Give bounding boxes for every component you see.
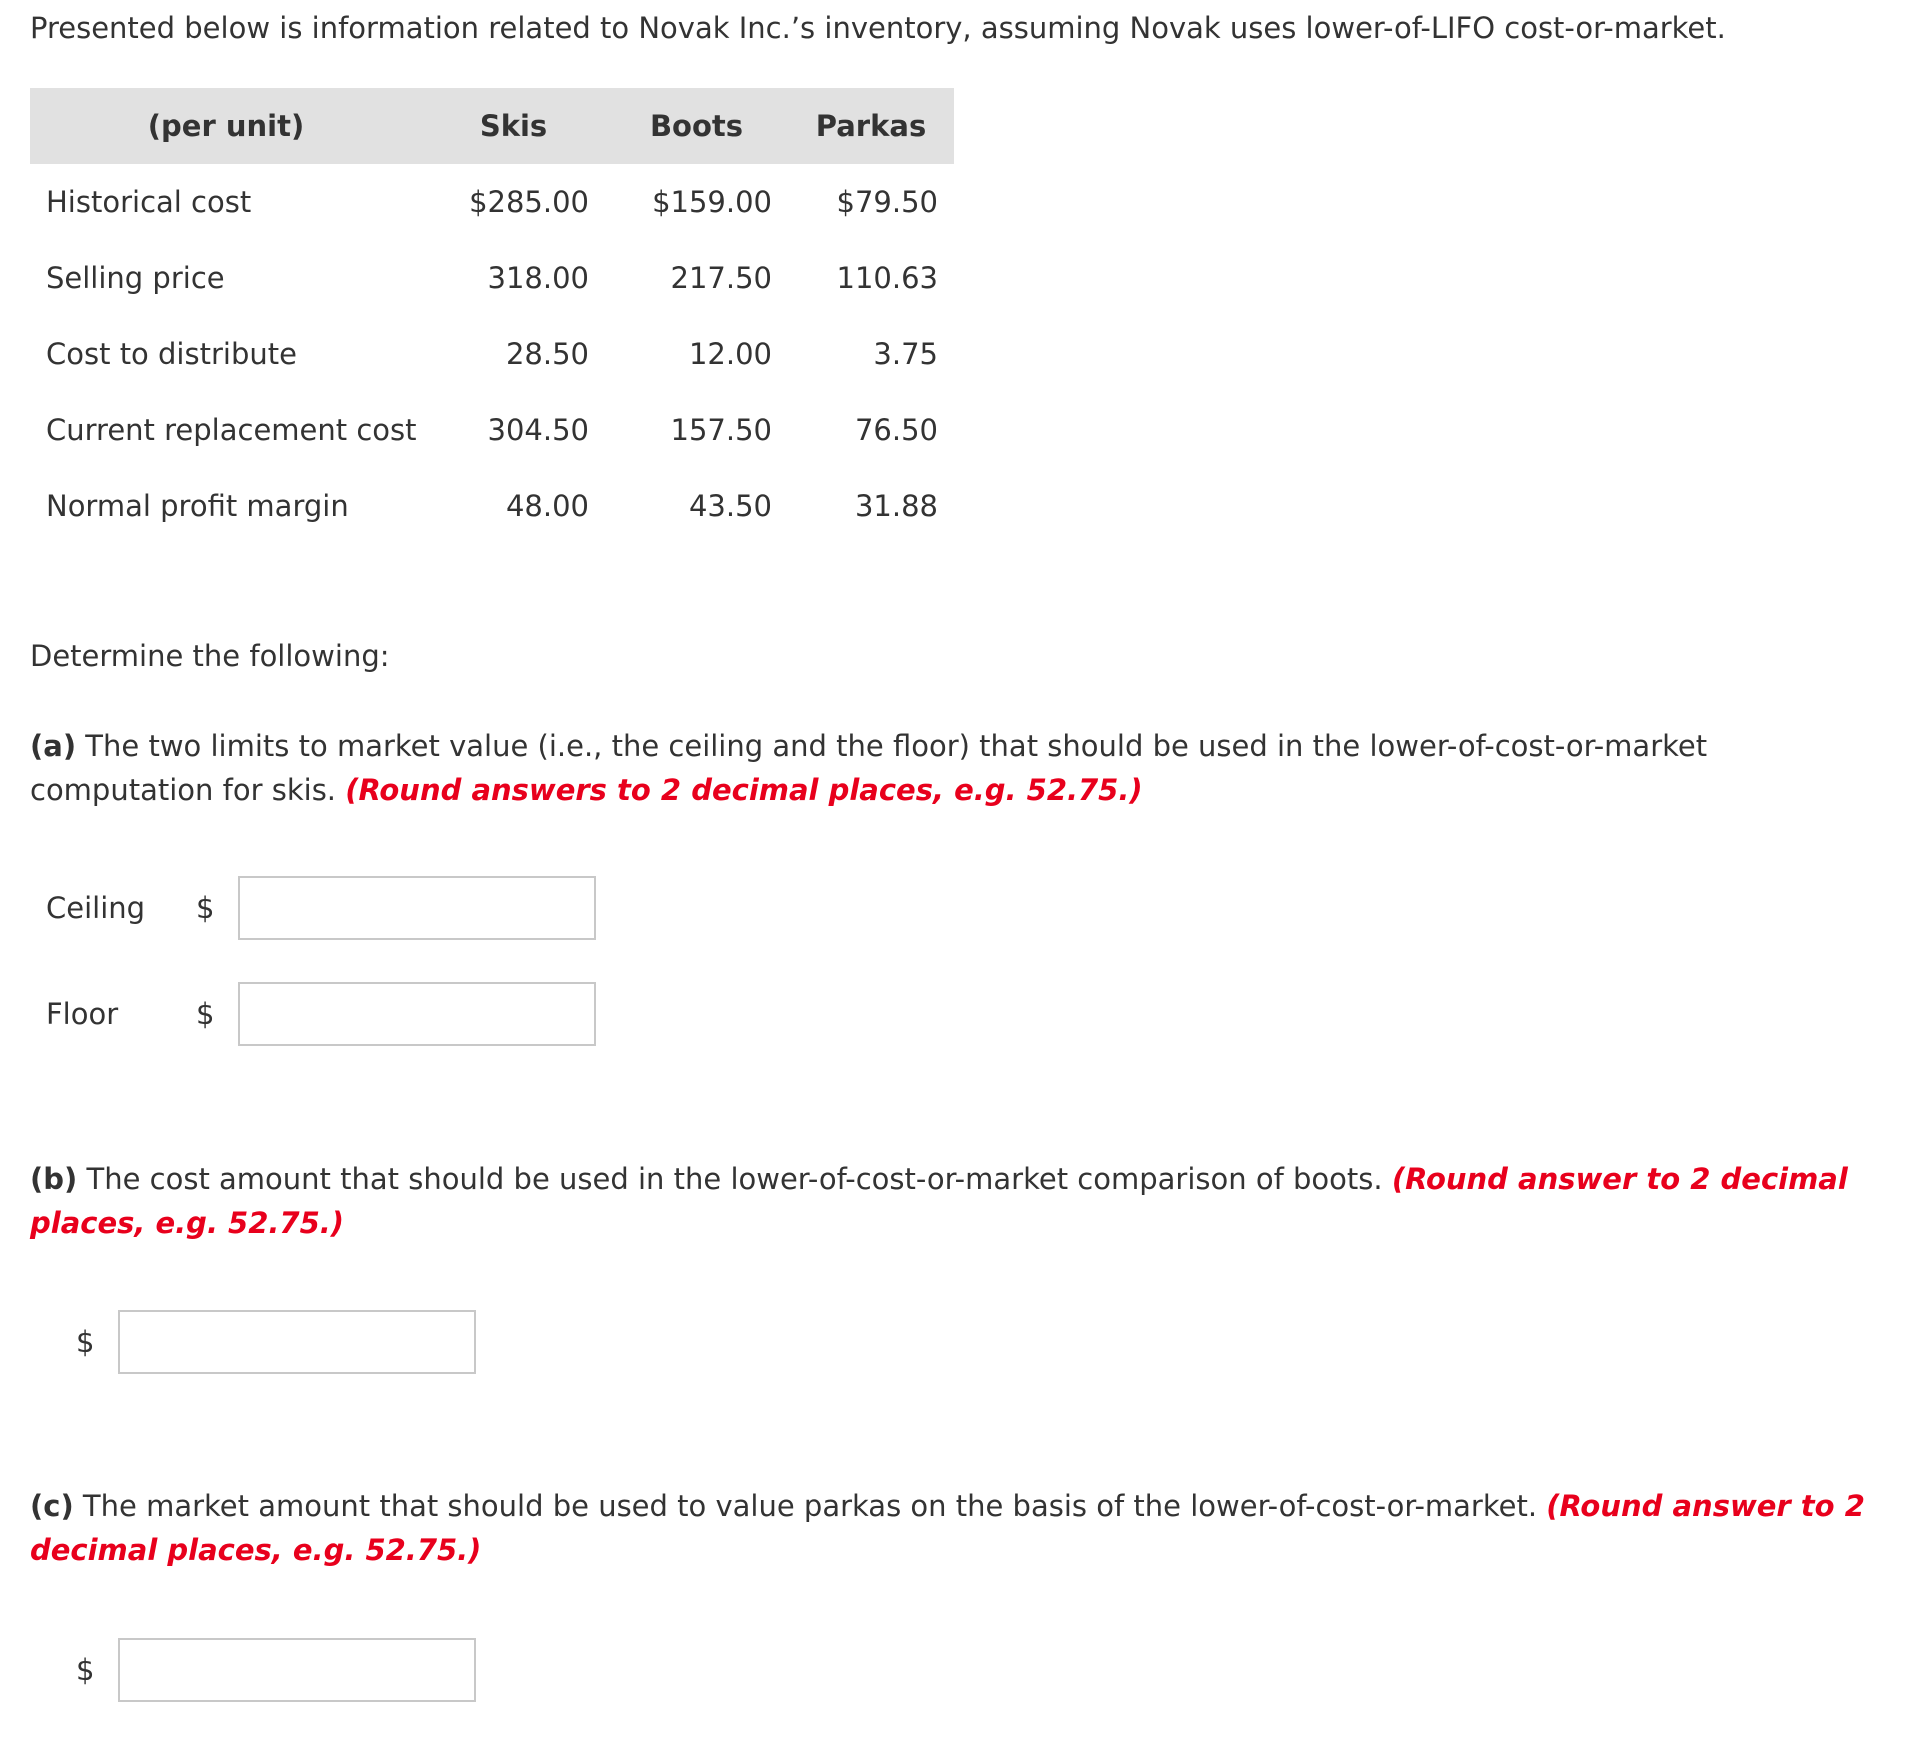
table-header-row bbox=[30, 88, 954, 164]
floor-label: Floor bbox=[46, 997, 119, 1031]
parkas-value: 31.88 bbox=[854, 489, 938, 523]
parkas-value: 76.50 bbox=[854, 413, 938, 447]
part-b-letter: (b) bbox=[30, 1162, 78, 1196]
part-b-rounding-note: (Round answer to 2 decimal places, e.g. 52.75.) bbox=[30, 1162, 1848, 1240]
question-c bbox=[30, 1484, 1880, 1572]
table-row bbox=[30, 316, 954, 392]
boots-value: 43.50 bbox=[688, 489, 772, 523]
part-c-rounding-note: (Round answer to 2 decimal places, e.g. 52.75.) bbox=[30, 1489, 1865, 1567]
question-b bbox=[30, 1157, 1880, 1245]
parkas-currency-symbol: $ bbox=[76, 1653, 95, 1687]
skis-value: 28.50 bbox=[505, 337, 589, 371]
floor-answer-row bbox=[30, 982, 596, 1046]
inventory-table bbox=[30, 88, 954, 544]
header-boots: Boots bbox=[605, 88, 788, 164]
boots-value: 157.50 bbox=[670, 413, 772, 447]
header-skis: Skis bbox=[422, 88, 605, 164]
part-b-text: The cost amount that should be used in the lower-of-cost-or-market comparison of boots. bbox=[77, 1162, 1392, 1196]
question-a bbox=[30, 724, 1880, 812]
table-row bbox=[30, 164, 954, 240]
row-label: Selling price bbox=[46, 261, 225, 295]
floor-currency-symbol: $ bbox=[196, 997, 215, 1031]
part-c-letter: (c) bbox=[30, 1489, 74, 1523]
ceiling-input[interactable] bbox=[238, 876, 596, 940]
skis-value: 318.00 bbox=[487, 261, 589, 295]
row-label: Historical cost bbox=[46, 185, 252, 219]
ceiling-currency-symbol: $ bbox=[196, 891, 215, 925]
part-a-rounding-note: (Round answers to 2 decimal places, e.g. 52.75.) bbox=[345, 773, 1143, 807]
row-label: Current replacement cost bbox=[46, 413, 417, 447]
row-label: Cost to distribute bbox=[46, 337, 297, 371]
boots-value: $159.00 bbox=[652, 185, 772, 219]
ceiling-label: Ceiling bbox=[46, 891, 146, 925]
header-parkas: Parkas bbox=[788, 88, 954, 164]
skis-value: 48.00 bbox=[505, 489, 589, 523]
parkas-value: $79.50 bbox=[836, 185, 938, 219]
boots-value: 12.00 bbox=[688, 337, 772, 371]
skis-value: 304.50 bbox=[487, 413, 589, 447]
part-a-text: The two limits to market value (i.e., the ceiling and the floor) that should be used in the lower-of-cost-or-market computation for skis. bbox=[30, 729, 1708, 807]
table-row bbox=[30, 392, 954, 468]
row-label: Normal profit margin bbox=[46, 489, 349, 523]
boots-cost-input[interactable] bbox=[118, 1310, 476, 1374]
intro-text: Presented below is information related to Novak Inc.’s inventory, assuming Novak uses lower-of-LIFO cost-or-market. bbox=[30, 11, 1726, 45]
floor-input[interactable] bbox=[238, 982, 596, 1046]
ceiling-answer-row bbox=[30, 876, 596, 940]
table-row bbox=[30, 240, 954, 316]
part-a-letter: (a) bbox=[30, 729, 77, 763]
skis-value: $285.00 bbox=[469, 185, 589, 219]
header-per-unit: (per unit) bbox=[30, 88, 422, 164]
determine-heading: Determine the following: bbox=[30, 639, 390, 673]
boots-cost-answer-row bbox=[76, 1310, 476, 1374]
parkas-value: 110.63 bbox=[836, 261, 938, 295]
boots-value: 217.50 bbox=[670, 261, 772, 295]
parkas-market-answer-row bbox=[76, 1638, 476, 1702]
boots-currency-symbol: $ bbox=[76, 1325, 95, 1359]
part-c-text: The market amount that should be used to value parkas on the basis of the lower-of-cost-or-market. bbox=[73, 1489, 1547, 1523]
table-row bbox=[30, 468, 954, 544]
parkas-market-input[interactable] bbox=[118, 1638, 476, 1702]
parkas-value: 3.75 bbox=[873, 337, 938, 371]
